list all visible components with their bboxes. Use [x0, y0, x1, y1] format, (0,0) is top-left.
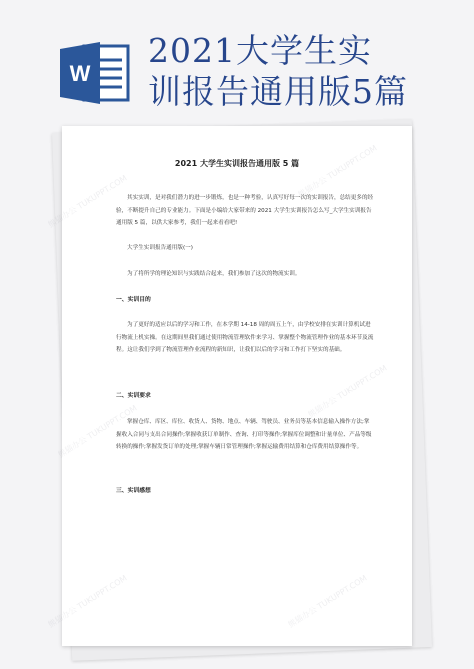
watermark: 熊猫办公 TUKUPPT.COM: [46, 573, 129, 630]
watermark: 熊猫办公 TUKUPPT.COM: [286, 573, 369, 630]
intro-paragraph: 其实实训，是对我们潜力的进一步锻炼，也是一种考验，认真写好每一次的实训报告，总结更多的经验，不断提升自己的专业能力。下面是小编给大家带来的 2021 大学生实训报告怎么写_大学生实训报告通用版 5 篇，以供大家参考，我们一起来看看吧!: [116, 195, 374, 226]
document-page: [46, 126, 412, 646]
logo-letter: W: [69, 61, 91, 86]
section-heading-reflections: 三、实训感想: [116, 488, 151, 494]
section-requirements-text: 掌握仓库、库区、库位、收货人、货物、地点、车辆、驾驶员、业务员等基本信息输入操作方法;掌握收入合同与支出合同操作;掌握收获订单制作、查询、打印等操作;掌握库位调整和计量单位、产品等级转换的操作;掌握发货订单的处理;掌握车辆日常管理操作;掌握运输费用结算和仓库费用结算操作等。: [116, 419, 372, 450]
word-doc-icon: [60, 40, 130, 106]
section-heading-requirements: 二、实训要求: [116, 393, 151, 399]
watermark: 熊猫办公 TUKUPPT.COM: [46, 173, 129, 230]
document-title: 2021 大学生实训报告通用版 5 篇: [174, 159, 300, 168]
purpose-paragraph: 为了将所学的理论知识与实践结合起来，我们参加了这次的物流实训。: [127, 271, 301, 277]
watermark: 熊猫办公 TUKUPPT.COM: [56, 403, 139, 460]
banner-title: [148, 30, 408, 112]
watermark: 熊猫办公 TUKUPPT.COM: [296, 143, 379, 200]
section-heading-purpose: 一、实训目的: [116, 297, 151, 303]
subtitle-paragraph: 大学生实训报告通用版(一): [127, 245, 193, 251]
banner: [0, 0, 474, 130]
section-purpose-text: 为了更好的适应以后的学习和工作，在本学期 14-18 周的周五上午，由学校安排在实训计算机试进行物流上机实操。在这期间里我们通过使用物流管理软件来学习、掌握整个物流管理作业的基本环节及流程。这让我们学到了物流管理作业流程的新知识，让我们以后的学习和工作打下坚实的基础。: [116, 322, 374, 353]
watermark: 熊猫办公 TUKUPPT.COM: [306, 363, 389, 420]
banner-title-line2: 训报告通用版5篇: [148, 72, 408, 111]
banner-title-line1: 2021大学生实: [148, 31, 372, 70]
